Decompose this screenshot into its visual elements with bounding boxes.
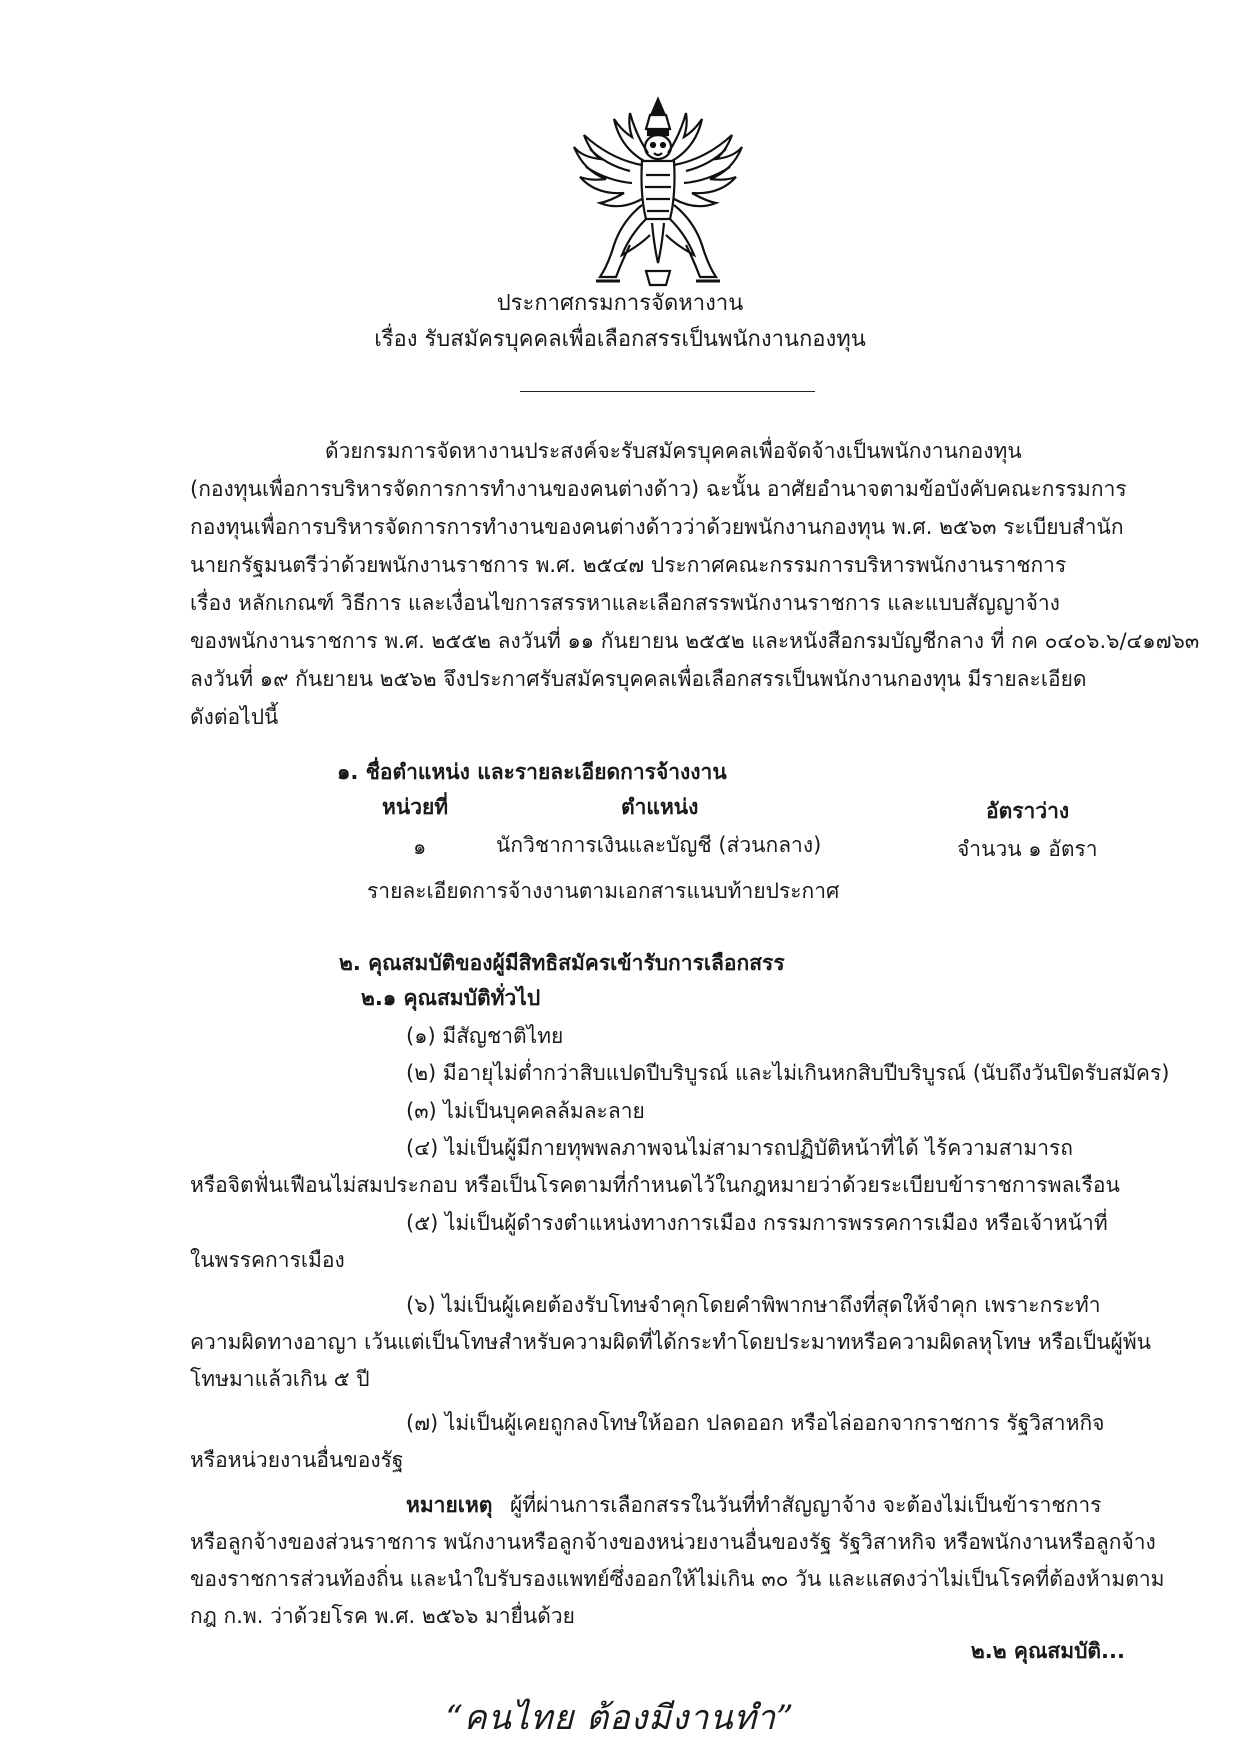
remark-line-2: หรือลูกจ้างของส่วนราชการ พนักงานหรือลูกจ้างของหน่วยงานอื่นของรัฐ รัฐวิสาหกิจ หรือพนักงานหรือลูกจ้าง <box>190 1530 1156 1554</box>
qualification-6-line-3: โทษมาแล้วเกิน ๕ ปี <box>190 1367 370 1391</box>
qualification-6-line-2: ความผิดทางอาญา เว้นแต่เป็นโทษสำหรับความผิดที่ได้กระทำโดยประมาทหรือความผิดลหุโทษ หรือเป็นผู้พ้น <box>190 1330 1152 1354</box>
intro-line-7: ลงวันที่ ๑๙ กันยายน ๒๕๖๒ จึงประกาศรับสมัครบุคคลเพื่อเลือกสรรเป็นพนักงานกองทุน มีรายละเอียด <box>190 667 1087 691</box>
announcement-title: ประกาศกรมการจัดหางาน <box>496 291 744 316</box>
footer-slogan: “คนไทย ต้องมีงานทำ” <box>445 1698 795 1738</box>
qualification-1: (๑) มีสัญชาติไทย <box>406 1024 564 1048</box>
row-vacancy: จำนวน ๑ อัตรา <box>957 837 1098 861</box>
employment-detail-note: รายละเอียดการจ้างงานตามเอกสารแนบท้ายประกาศ <box>367 879 840 903</box>
qualification-3: (๓) ไม่เป็นบุคคลล้มละลาย <box>406 1099 645 1123</box>
title-divider <box>520 391 815 392</box>
garuda-emblem-icon <box>570 95 746 291</box>
column-header-vacancy: อัตราว่าง <box>986 799 1070 823</box>
intro-line-4: นายกรัฐมนตรีว่าด้วยพนักงานราชการ พ.ศ. ๒๕๔๗ ประกาศคณะกรรมการบริหารพนักงานราชการ <box>190 553 1067 577</box>
remark-line-4: กฎ ก.พ. ว่าด้วยโรค พ.ศ. ๒๕๖๖ มายื่นด้วย <box>190 1604 575 1628</box>
remark-line-1: ผู้ที่ผ่านการเลือกสรรในวันที่ทำสัญญาจ้าง จะต้องไม่เป็นข้าราชการ <box>510 1493 1102 1517</box>
remark-line-3: ของราชการส่วนท้องถิ่น และนำใบรับรองแพทย์ซึ่งออกให้ไม่เกิน ๓๐ วัน และแสดงว่าไม่เป็นโรคที่ต้องห้ามตาม <box>190 1567 1165 1591</box>
qualification-6-line-1: (๖) ไม่เป็นผู้เคยต้องรับโทษจำคุกโดยคำพิพากษาถึงที่สุดให้จำคุก เพราะกระทำ <box>406 1293 1101 1317</box>
section2-1-heading: ๒.๑ คุณสมบัติทั่วไป <box>361 986 541 1010</box>
continuation-marker: ๒.๒ คุณสมบัติ... <box>970 1639 1125 1663</box>
row-unit: ๑ <box>413 835 427 859</box>
qualification-4-line-1: (๔) ไม่เป็นผู้มีกายทุพพลภาพจนไม่สามารถปฏิบัติหน้าที่ได้ ไร้ความสามารถ <box>406 1136 1074 1160</box>
qualification-7-line-1: (๗) ไม่เป็นผู้เคยถูกลงโทษให้ออก ปลดออก หรือไล่ออกจากราชการ รัฐวิสาหกิจ <box>406 1411 1105 1435</box>
remark-label: หมายเหตุ <box>406 1493 493 1517</box>
intro-line-8: ดังต่อไปนี้ <box>190 705 279 729</box>
column-header-position: ตำแหน่ง <box>621 795 699 819</box>
intro-line-2: (กองทุนเพื่อการบริหารจัดการการทำงานของคนต่างด้าว) ฉะนั้น อาศัยอำนาจตามข้อบังคับคณะกรรมการ <box>190 477 1127 501</box>
qualification-4-line-2: หรือจิตฟั่นเฟือนไม่สมประกอบ หรือเป็นโรคตามที่กำหนดไว้ในกฎหมายว่าด้วยระเบียบข้าราชการพลเรือน <box>190 1173 1120 1197</box>
intro-line-3: กองทุนเพื่อการบริหารจัดการการทำงานของคนต่างด้าวว่าด้วยพนักงานกองทุน พ.ศ. ๒๕๖๓ ระเบียบสำนัก <box>190 515 1124 539</box>
intro-line-5: เรื่อง หลักเกณฑ์ วิธีการ และเงื่อนไขการสรรหาและเลือกสรรพนักงานราชการ และแบบสัญญาจ้าง <box>190 591 1060 615</box>
row-position: นักวิชาการเงินและบัญชี (ส่วนกลาง) <box>496 833 822 857</box>
qualification-5-line-1: (๕) ไม่เป็นผู้ดำรงตำแหน่งทางการเมือง กรรมการพรรคการเมือง หรือเจ้าหน้าที่ <box>406 1211 1108 1235</box>
qualification-7-line-2: หรือหน่วยงานอื่นของรัฐ <box>190 1448 404 1472</box>
section2-heading: ๒. คุณสมบัติของผู้มีสิทธิสมัครเข้ารับการเลือกสรร <box>339 951 785 975</box>
announcement-subject: เรื่อง รับสมัครบุคคลเพื่อเลือกสรรเป็นพนักงานกองทุน <box>374 327 866 352</box>
qualification-5-line-2: ในพรรคการเมือง <box>190 1248 345 1272</box>
intro-line-1: ด้วยกรมการจัดหางานประสงค์จะรับสมัครบุคคลเพื่อจัดจ้างเป็นพนักงานกองทุน <box>325 439 1022 463</box>
column-header-unit: หน่วยที่ <box>382 795 449 819</box>
section1-heading: ๑. ชื่อตำแหน่ง และรายละเอียดการจ้างงาน <box>337 760 727 784</box>
intro-line-6: ของพนักงานราชการ พ.ศ. ๒๕๕๒ ลงวันที่ ๑๑ กันยายน ๒๕๕๒ และหนังสือกรมบัญชีกลาง ที่ กค ๐๔๐๖.๖/๔๑๗๖๓ <box>190 629 1200 653</box>
qualification-2: (๒) มีอายุไม่ต่ำกว่าสิบแปดปีบริบูรณ์ และไม่เกินหกสิบปีบริบูรณ์ (นับถึงวันปิดรับสมัคร) <box>406 1061 1170 1085</box>
